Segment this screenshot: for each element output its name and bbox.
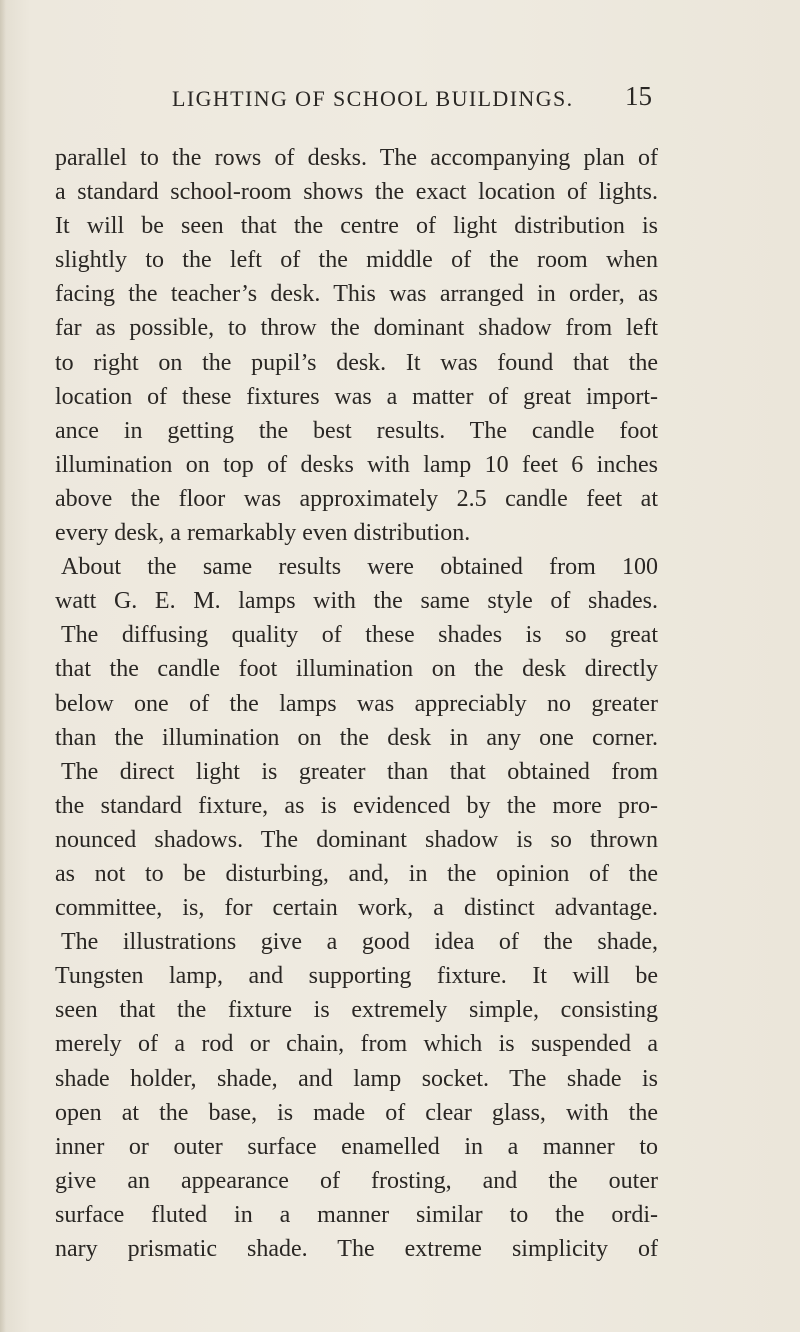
text-line: to right on the pupil’s desk. It was found that the — [55, 349, 658, 376]
text-line: a standard school-room shows the exact location of lights. — [55, 179, 658, 206]
paragraph-start-line: The direct light is greater than that obtained from — [61, 758, 658, 785]
text-line: nary prismatic shade. The extreme simplicity of — [55, 1236, 658, 1262]
text-line: as not to be disturbing, and, in the opinion of the — [55, 860, 658, 887]
body-text — [55, 141, 658, 1266]
text-line: nounced shadows. The dominant shadow is so thrown — [55, 826, 658, 853]
text-line: Tungsten lamp, and supporting fixture. It will be — [55, 963, 658, 990]
paragraph-start-line: The diffusing quality of these shades is so great — [61, 622, 658, 649]
text-line: slightly to the left of the middle of the room when — [55, 247, 658, 274]
running-title: LIGHTING OF SCHOOL BUILDINGS. — [172, 86, 574, 111]
text-line: give an appearance of frosting, and the outer — [55, 1167, 658, 1194]
text-line: facing the teacher’s desk. This was arranged in order, as — [55, 281, 658, 308]
text-line: surface fluted in a manner similar to the ordi- — [55, 1201, 658, 1228]
text-line: ance in getting the best results. The candle foot — [55, 417, 658, 444]
text-line: merely of a rod or chain, from which is suspended a — [55, 1031, 658, 1058]
text-line: the standard fixture, as is evidenced by the more pro- — [55, 792, 658, 819]
paragraph-start-line: About the same results were obtained from 100 — [61, 554, 658, 581]
text-line: below one of the lamps was appreciably no greater — [55, 690, 658, 717]
text-line: illumination on top of desks with lamp 10 feet 6 inches — [55, 451, 658, 478]
page-number: 15 — [625, 81, 652, 111]
page-gutter-shadow — [0, 0, 6, 1332]
text-line: watt G. E. M. lamps with the same style of shades. — [55, 588, 658, 615]
text-line: that the candle foot illumination on the desk directly — [55, 656, 658, 683]
text-line: every desk, a remarkably even distribution. — [55, 520, 471, 547]
text-line: open at the base, is made of clear glass, with the — [55, 1099, 658, 1126]
text-line: shade holder, shade, and lamp socket. The shade is — [55, 1065, 658, 1092]
text-line: parallel to the rows of desks. The accompanying plan of — [55, 145, 658, 171]
text-line: far as possible, to throw the dominant shadow from left — [55, 315, 658, 342]
text-line: than the illumination on the desk in any one corner. — [55, 724, 658, 751]
text-line: It will be seen that the centre of light distribution is — [55, 213, 658, 240]
text-line: above the floor was approximately 2.5 candle feet at — [55, 485, 658, 512]
paragraph-start-line: The illustrations give a good idea of the shade, — [61, 929, 658, 956]
text-line: seen that the fixture is extremely simple, consisting — [55, 997, 658, 1024]
text-line: inner or outer surface enamelled in a manner to — [55, 1133, 658, 1160]
running-head — [172, 81, 652, 114]
text-line: committee, is, for certain work, a distinct advantage. — [55, 895, 658, 922]
text-line: location of these fixtures was a matter of great import- — [55, 383, 658, 410]
